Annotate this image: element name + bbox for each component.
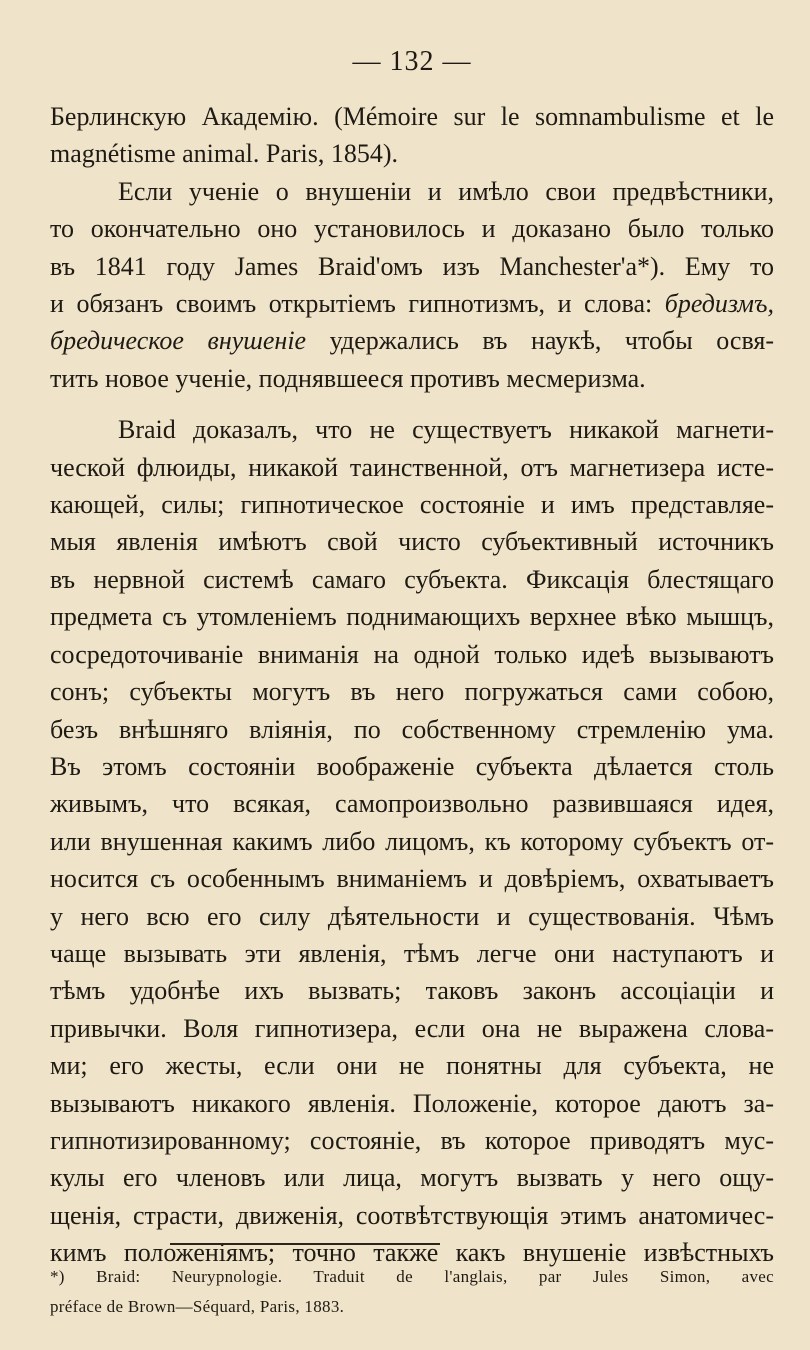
footnote-line: préface de Brown—Séquard, Paris, 1883.	[50, 1297, 345, 1316]
text-line: привычки. Воля гипнотизера, если она не выражена слова-	[50, 1013, 774, 1043]
text-line: Берлинскую Академію. (Mémoire sur le somnambulisme et le	[50, 102, 774, 131]
text-line: чаще вызывать эти явленія, тѣмъ легче они наступаютъ и	[50, 938, 774, 968]
footnote	[50, 1262, 774, 1322]
text-line: въ 1841 году James Braid'омъ изъ Manchester'а*). Ему то	[50, 251, 774, 281]
text-line: кимъ положеніямъ; точно также какъ внушеніе извѣстныхъ	[50, 1238, 774, 1268]
paragraph-2	[50, 173, 774, 397]
paragraph-3	[50, 411, 774, 1271]
text-line: въ нервной системѣ самаго субъекта. Фиксація блестящаго	[50, 564, 774, 594]
italic-term: бредическое внушеніе	[50, 326, 307, 356]
footnote-divider	[170, 1243, 440, 1245]
text-line: Если ученіе о внушеніи и имѣло свои предвѣстники,	[118, 176, 774, 206]
text-line: magnétisme animal. Paris, 1854).	[50, 139, 399, 169]
footnote-line: *) Braid: Neurypnologie. Traduit de l'anglais, par Jules Simon, avec	[50, 1267, 774, 1286]
text-line: живымъ, что всякая, самопроизвольно развившаяся идея,	[50, 789, 774, 819]
text-line: щенія, страсти, движенія, соотвѣтствующія этимъ анатомичес-	[50, 1200, 774, 1230]
body-text	[50, 98, 774, 1272]
text-line: ми; его жесты, если они не понятны для субъекта, не	[50, 1051, 774, 1081]
text-line: то окончательно оно установилось и доказано было только	[50, 214, 774, 244]
text-line: мыя явленія имѣютъ свой чисто субъективный источникъ	[50, 527, 774, 557]
page-number: — 132 —	[352, 46, 472, 77]
text-line: бредическое внушеніе удержались въ наукѣ, чтобы освя-	[50, 326, 775, 356]
text-line: или внушенная какимъ либо лицомъ, къ которому субъектъ от-	[50, 826, 774, 856]
text-line: кулы его членовъ или лица, могутъ вызвать у него ощу-	[50, 1163, 774, 1193]
text-line: безъ внѣшняго вліянія, по собственному стремленію ума.	[50, 714, 774, 744]
text-line: у него всю его силу дѣятельности и существованія. Чѣмъ	[50, 901, 774, 931]
text-line: тить новое ученіе, поднявшееся противъ месмеризма.	[50, 363, 646, 393]
text-line: вызываютъ никакого явленія. Положеніе, которое даютъ за-	[50, 1088, 774, 1118]
text-line: тѣмъ удобнѣе ихъ вызвать; таковъ законъ ассоціаціи и	[50, 976, 774, 1006]
text-line: и обязанъ своимъ открытіемъ гипнотизмъ, и слова: бредизмъ,	[50, 289, 774, 319]
text-line: сонъ; субъекты могутъ въ него погружаться сами собою,	[50, 677, 774, 707]
text-line: предмета съ утомленіемъ поднимающихъ верхнее вѣко мышцъ,	[50, 602, 774, 632]
italic-term: бредизмъ,	[664, 289, 774, 319]
text-line: гипнотизированному; состояніе, въ которое приводятъ мус-	[50, 1125, 774, 1155]
text-line: Braid доказалъ, что не существуетъ никакой магнети-	[118, 415, 774, 445]
text-line: ческой флюиды, никакой таинственной, отъ магнетизера исте-	[50, 452, 774, 482]
text-line: Въ этомъ состояніи воображеніе субъекта дѣлается столь	[50, 751, 774, 781]
paragraph-1	[50, 98, 774, 173]
text-line: кающей, силы; гипнотическое состояніе и имъ представляе-	[50, 490, 774, 520]
text-line: сосредоточиваніе вниманія на одной только идеѣ вызываютъ	[50, 639, 774, 669]
text-line: носится съ особеннымъ вниманіемъ и довѣріемъ, охватываетъ	[50, 864, 774, 894]
